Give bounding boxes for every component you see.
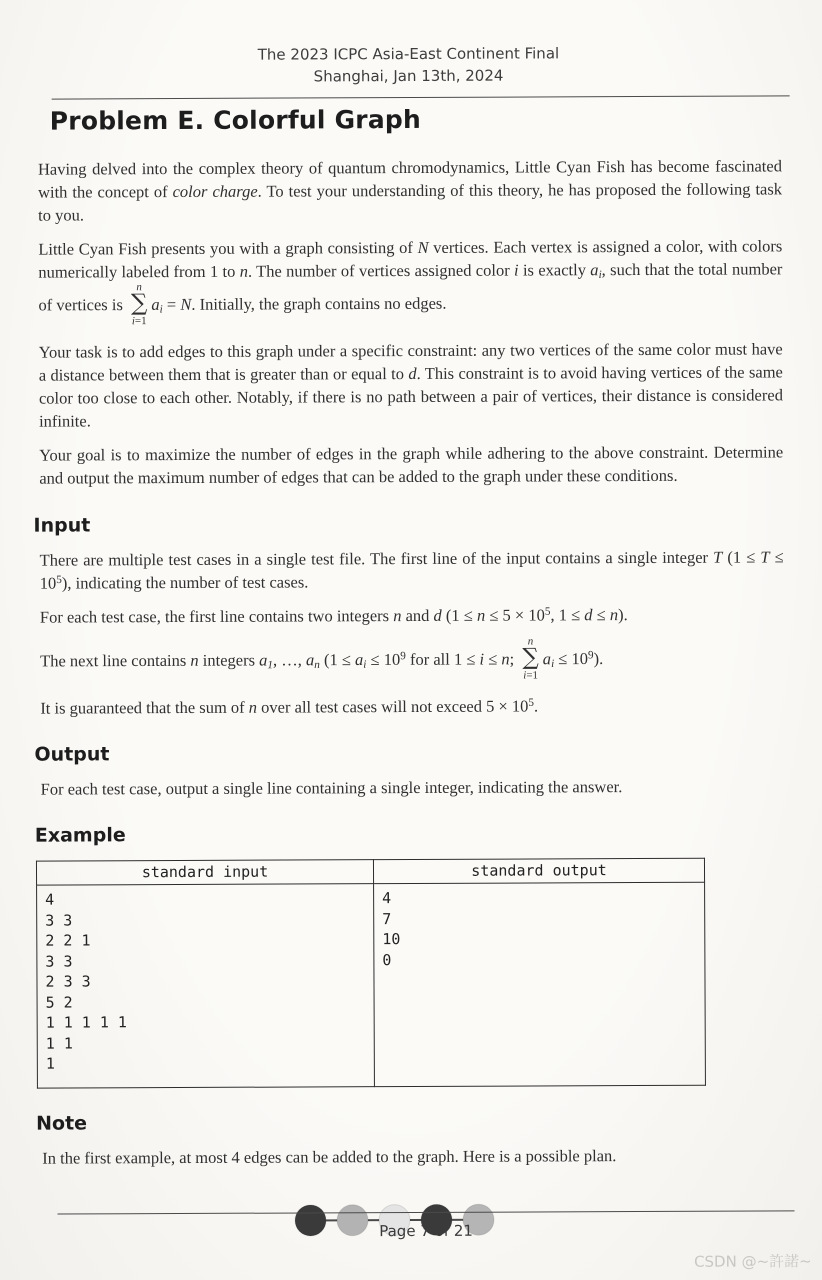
example-table [36,858,706,1089]
input-paragraph-4: It is guaranteed that the sum of n over all test cases will not exceed $5 \times 10^5$. [40,696,539,718]
contest-location-date: Shanghai, Jan 13th, 2024 [313,66,504,86]
page-number-label: Page 7 of 21 [379,1221,473,1241]
input-paragraph-2: For each test case, the first line contains two integers n and d ($1 \le n \le 5 \times 10^5$, 1 ≤ d ≤ n). [39,604,628,627]
example-output-cell [374,882,706,1086]
example-output-lines: 4 7 10 0 [382,889,401,969]
section-heading-input: Input [33,513,91,537]
input-paragraph-1: There are multiple test cases in a single test file. The first line of the input contains a single integer T $(1 \le T \le 10^5)$, indicating the number of test cases. [39,546,784,593]
section-heading-note: Note [36,1112,88,1135]
statement-paragraph-3: Your task is to add edges to this graph under a specific constraint: any two vertices of the same color must have a distance between them that is greater than or equal to d. This constraint is to avoid having vertices of the same color too close to each other. Notably, if there is no path between a pair of vertices, their distance is considered infinite. [38,339,783,431]
example-input-cell [37,884,375,1088]
csdn-watermark: CSDN @~許諾~ [694,1252,812,1271]
statement-paragraph-2: Little Cyan Fish presents you with a graph consisting of N vertices. Each vertex is assigned a color, with colors numerically labeled from 1 to n. The number of vertices assigned color i is exactly $a_i$, such that the total number of vertices is n ∑ i=1 $a_i = N$. Initially, the graph contains no edges. [38,236,783,328]
contest-name: The 2023 ICPC Asia-East Continent Final [257,44,560,64]
example-table-header-row [36,858,704,885]
section-heading-output: Output [34,743,110,766]
statement-paragraph-1: Having delved into the complex theory of quantum chromodynamics, Little Cyan Fish has become fascinated with the concept of color charge. To test your understanding of this theory, he has proposed the following task to you. [37,155,783,225]
header-divider [52,95,790,99]
input-paragraph-3: The next line contains n integers $a_1$, …, $a_n$ ($1 \le a_i \le 10^9$ for all 1 ≤ i ≤ n; n ∑ i=1 $a_i \le 10^9$). [40,635,604,682]
note-paragraph-1: In the first example, at most 4 edges can be added to the graph. Here is a possible plan. [42,1146,617,1168]
section-heading-example: Example [34,824,126,847]
example-table-body-row [37,882,706,1088]
output-paragraph-1: For each test case, output a single line containing a single integer, indicating the answer. [40,777,623,799]
contest-header [0,0,820,89]
page-footer [57,1210,794,1241]
example-col-standard-output: standard output [373,858,704,883]
statement-paragraph-4: Your goal is to maximize the number of edges in the graph while adhering to the above constraint. Determine and output the maximum number of edges that can be added to the graph under these conditions. [39,442,784,489]
example-input-lines: 4 3 3 2 2 1 3 3 2 3 3 5 2 1 1 1 1 1 1 1 1 [45,890,127,1073]
problem-title: Problem E. Colorful Graph [49,104,422,136]
example-col-standard-input: standard input [36,860,373,885]
